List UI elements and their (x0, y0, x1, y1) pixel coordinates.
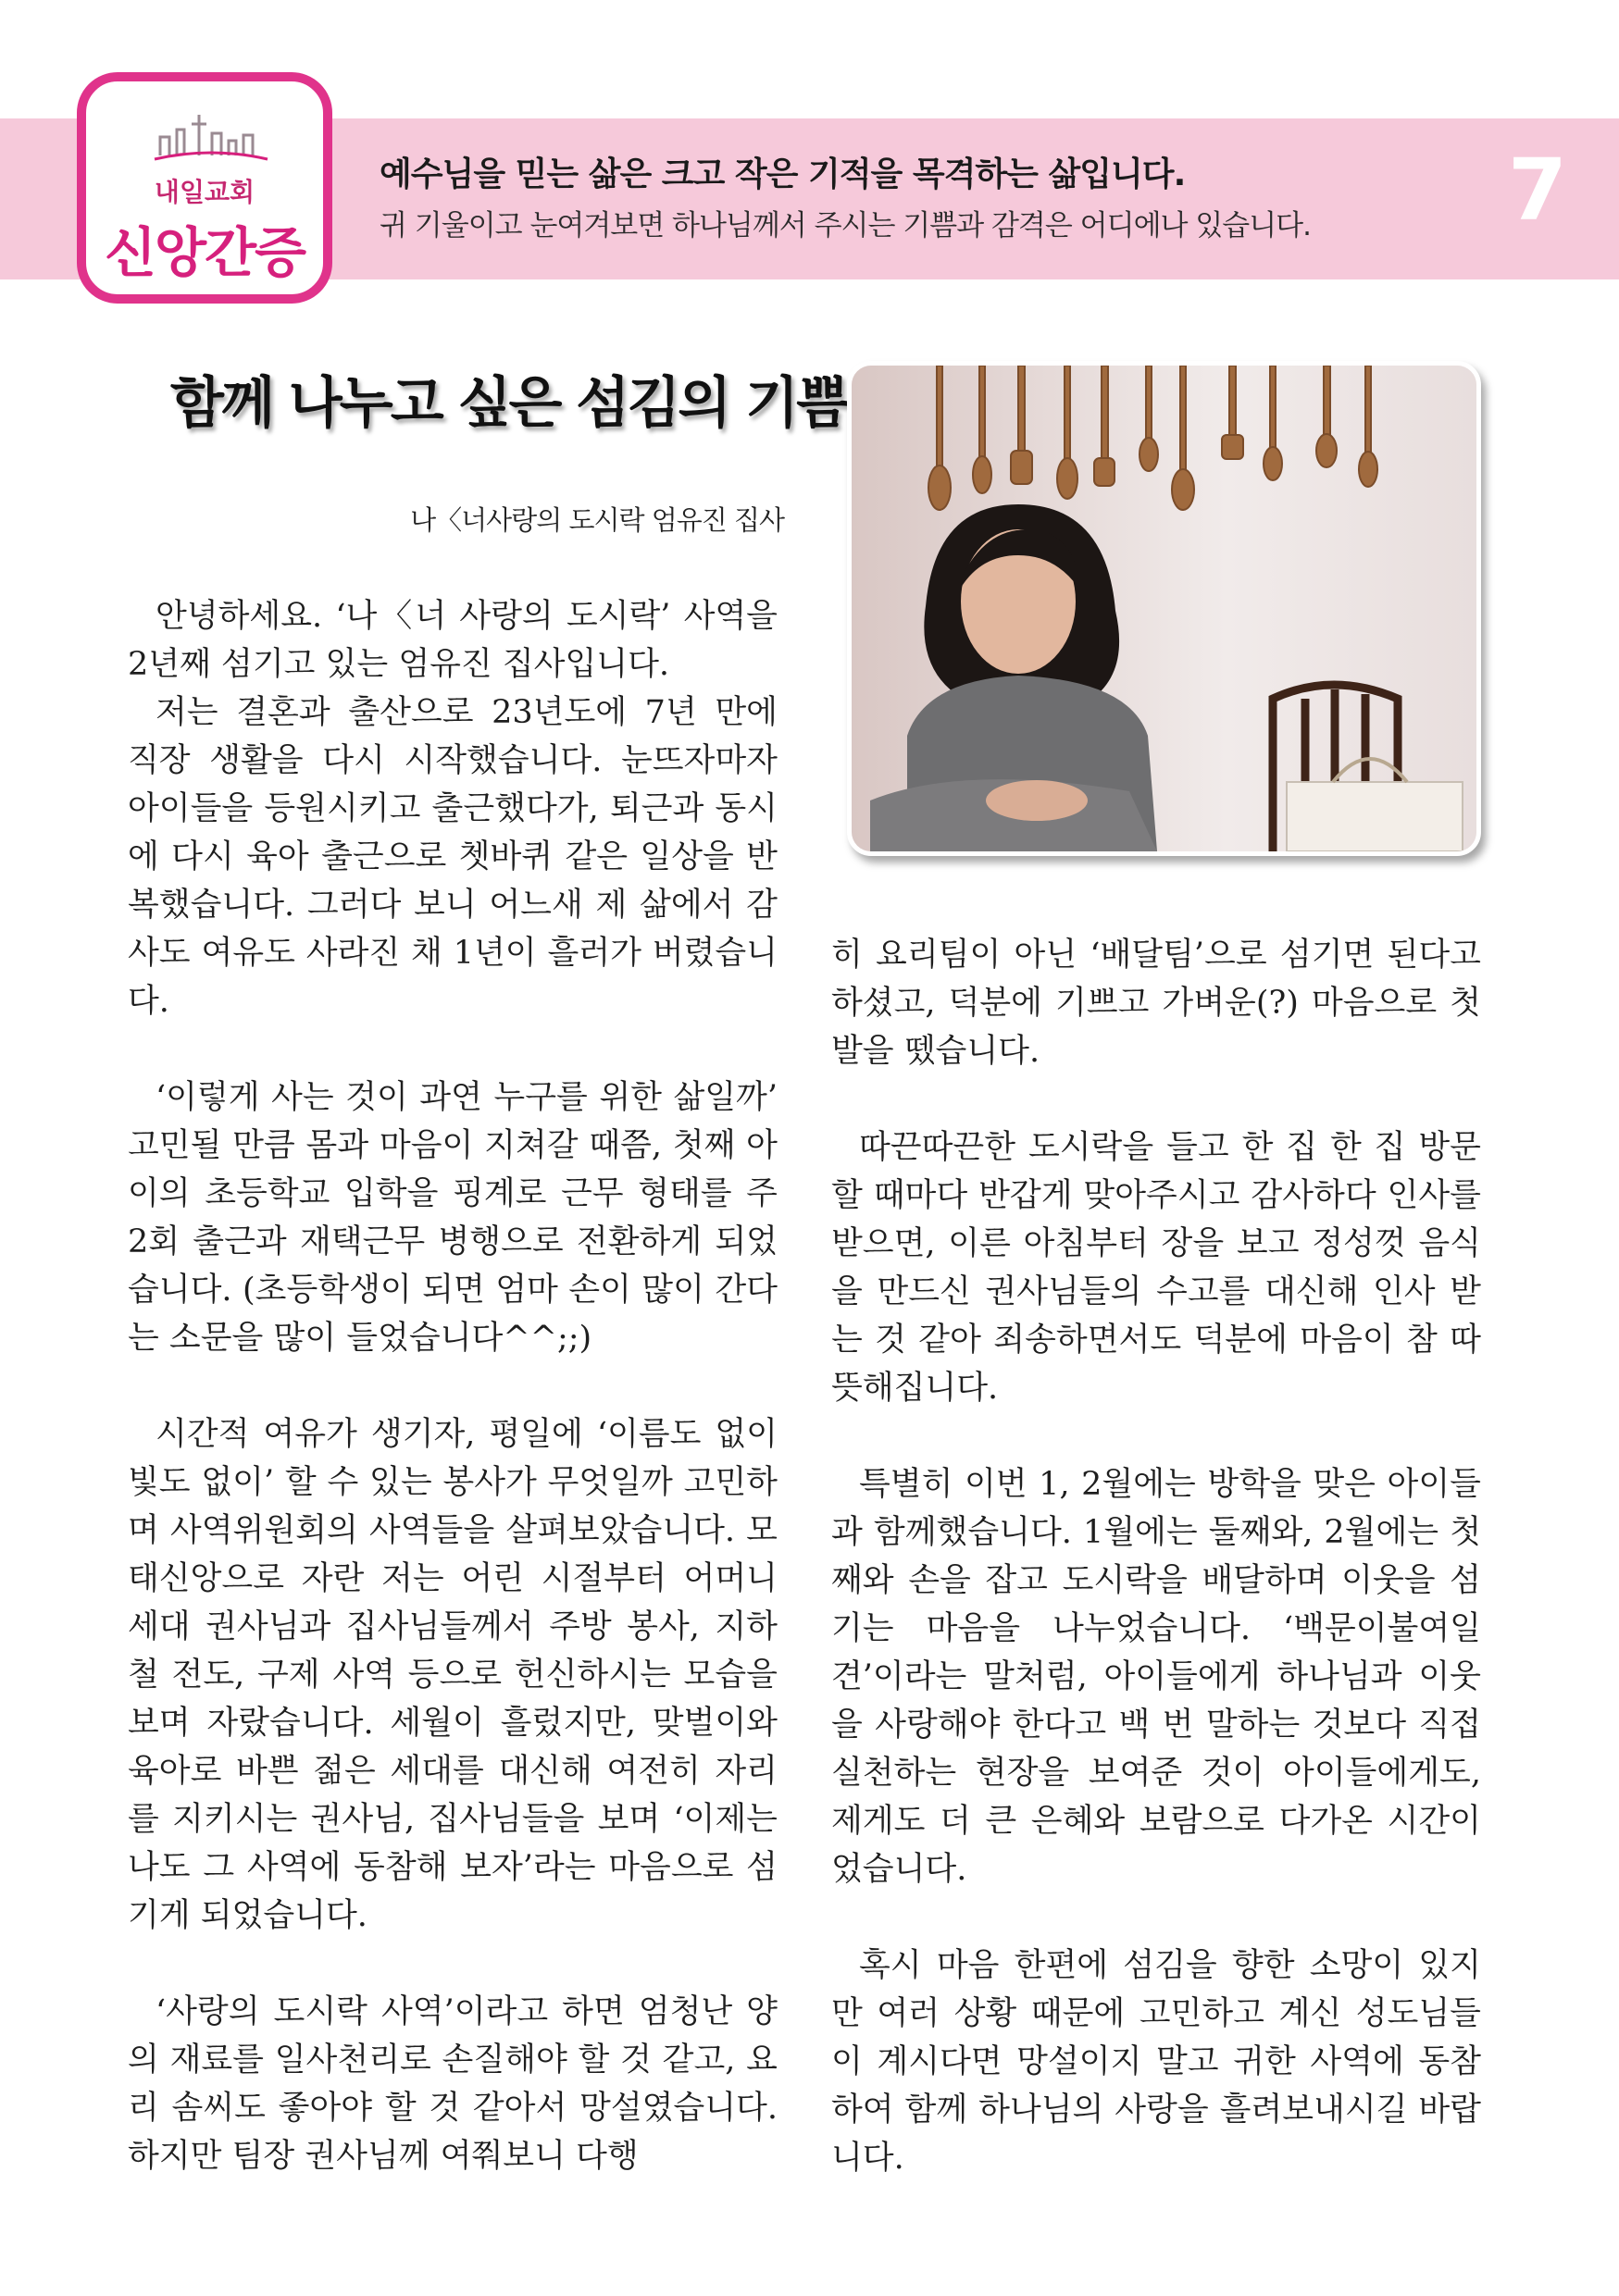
article-title: 함께 나누고 싶은 섬김의 기쁨 (170, 371, 848, 436)
paragraph: 히 요리팀이 아닌 ‘배달팀’으로 섬기면 된다고 하셨고, 덕분에 기쁘고 가벼운(?) 마음으로 첫발을 뗐습니다. (831, 937, 1481, 1070)
section-logo (77, 72, 332, 304)
paragraph: ‘사랑의 도시락 사역’이라고 하면 엄청난 양의 재료를 일사천리로 손질해야 할 것 같고, 요리 솜씨도 좋아야 할 것 같아서 망설였습니다. 하지만 팀장 권사님께 여쭤보니 다행 (128, 1993, 778, 2175)
article-right-column (831, 931, 1481, 2182)
paragraph: 따끈따끈한 도시락을 들고 한 집 한 집 방문할 때마다 반갑게 맞아주시고 감사하다 인사를 받으면, 이른 아침부터 장을 보고 정성껏 음식을 만드신 권사님들의 수고를 대신해 인사 받는 것 같아 죄송하면서도 덕분에 마음이 참 따뜻해집니다. (831, 1129, 1481, 1407)
paragraph-gap (831, 1893, 1481, 1942)
paragraph: 안녕하세요. ‘나〈너 사랑의 도시락’ 사역을 2년째 섬기고 있는 엄유진 집사입니다. (128, 598, 778, 683)
paragraph-gap (128, 1362, 778, 1410)
paragraph: 시간적 여유가 생기자, 평일에 ‘이름도 없이 빛도 없이’ 할 수 있는 봉사가 무엇일까 고민하며 사역위원회의 사역들을 살펴보았습니다. 모태신앙으로 자란 저는 어린 시절부터 어머니 세대 권사님과 집사님들께서 주방 봉사, 지하철 전도, 구제 사역 등으로 헌신하시는 모습을 보며 자랐습니다. 세월이 흘렀지만, 맞벌이와 육아로 바쁜 젊은 세대를 대신해 여전히 자리를 지키시는 권사님, 집사님들을 보며 ‘이제는 나도 그 사역에 동참해 보자’라는 마음으로 섬기게 되었습니다. (128, 1416, 778, 1934)
church-logo-icon (151, 109, 271, 165)
page-number: 7 (1507, 141, 1567, 240)
article-left-column (128, 592, 778, 2180)
paragraph-gap (831, 1412, 1481, 1460)
section-label: 신앙간증 (104, 221, 305, 284)
paragraph: 혹시 마음 한편에 섬김을 향한 소망이 있지만 여러 상황 때문에 고민하고 계신 성도님들이 계시다면 망설이지 말고 귀한 사역에 동참하여 함께 하나님의 사랑을 흘려보내시길 바랍니다. (831, 1947, 1481, 2177)
paragraph-gap (831, 1075, 1481, 1123)
portrait-photo-icon (852, 366, 1476, 851)
tagline-main: 예수님을 믿는 삶은 크고 작은 기적을 목격하는 삶입니다. (380, 155, 1186, 193)
church-name: 내일교회 (154, 177, 255, 207)
paragraph-gap (128, 1940, 778, 1988)
paragraph-gap (128, 1025, 778, 1074)
article-byline: 나〈너사랑의 도시락 엄유진 집사 (410, 504, 784, 536)
portrait-photo (847, 361, 1481, 856)
paragraph: ‘이렇게 사는 것이 과연 누구를 위한 삶일까’ 고민될 만큼 몸과 마음이 지쳐갈 때쯤, 첫째 아이의 초등학교 입학을 핑계로 근무 형태를 주 2회 출근과 재택근무 병행으로 전환하게 되었습니다. (초등학생이 되면 엄마 손이 많이 간다는 소문을 많이 들었습니다^^;;) (128, 1079, 778, 1357)
paragraph: 저는 결혼과 출산으로 23년도에 7년 만에 직장 생활을 다시 시작했습니다. 눈뜨자마자 아이들을 등원시키고 출근했다가, 퇴근과 동시에 다시 육아 출근으로 쳇바퀴 같은 일상을 반복했습니다. 그러다 보니 어느새 제 삶에서 감사도 여유도 사라진 채 1년이 흘러가 버렸습니다. (128, 694, 778, 1020)
tagline-sub: 귀 기울이고 눈여겨보면 하나님께서 주시는 기쁨과 감격은 어디에나 있습니다. (380, 209, 1311, 242)
paragraph: 특별히 이번 1, 2월에는 방학을 맞은 아이들과 함께했습니다. 1월에는 둘째와, 2월에는 첫째와 손을 잡고 도시락을 배달하며 이웃을 섬기는 마음을 나누었습니다. ‘백문이불여일견’이라는 말처럼, 아이들에게 하나님과 이웃을 사랑해야 한다고 백 번 말하는 것보다 직접 실천하는 현장을 보여준 것이 아이들에게도, 제게도 더 큰 은혜와 보람으로 다가온 시간이었습니다. (831, 1466, 1481, 1888)
